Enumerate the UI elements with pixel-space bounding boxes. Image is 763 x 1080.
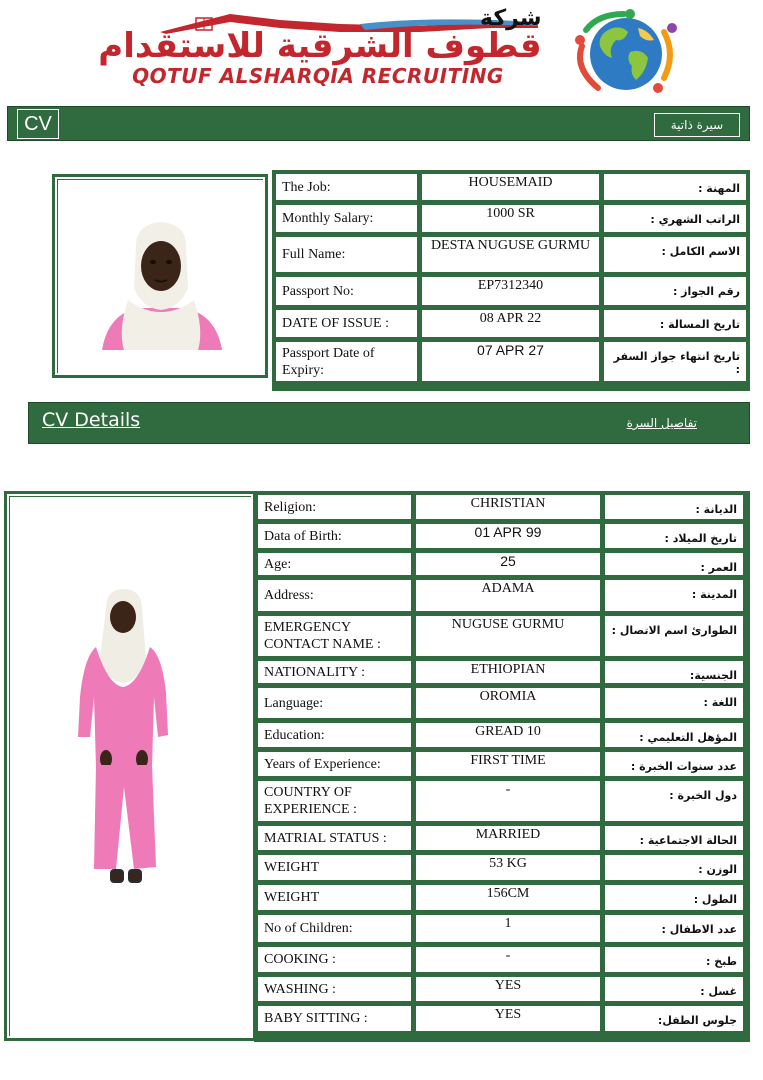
row-label-arabic: دول الخبرة : [604,780,744,822]
table-row [257,722,747,748]
row-label: Age: [257,552,412,576]
row-value: MARRIED [415,825,601,851]
row-label: WASHING : [257,976,412,1002]
table-row [257,552,747,576]
row-value: 156CM [415,884,601,911]
row-value: - [415,946,601,973]
row-label: DATE OF ISSUE : [275,309,418,338]
table-row [257,1005,747,1032]
row-label: Monthly Salary: [275,204,418,233]
row-value: 1 [415,914,601,943]
table-row [257,914,747,943]
row-value: 1000 SR [421,204,600,233]
table-row [257,780,747,822]
full-body-photo [10,497,252,1037]
row-label-arabic: تاريخ انتهاء جواز السفر : [603,341,747,382]
table-row [257,687,747,719]
table-row [275,204,747,233]
row-label-arabic: العمر : [604,552,744,576]
row-value: 01 APR 99 [415,523,601,549]
row-label: COOKING : [257,946,412,973]
row-label-arabic: تاريخ الميلاد : [604,523,744,549]
row-label-arabic: الديانة : [604,494,744,520]
row-label: Address: [257,579,412,612]
cv-details-table [254,491,750,1042]
table-row [257,854,747,881]
company-prefix-arabic: شركة [480,6,542,31]
row-label-arabic: المدينة : [604,579,744,612]
row-label-arabic: جلوس الطفل: [604,1005,744,1032]
row-label: Full Name: [275,236,418,273]
table-row [275,236,747,273]
row-label: Years of Experience: [257,751,412,777]
row-label-arabic: عدد سنوات الخبرة : [604,751,744,777]
row-value: ETHIOPIAN [415,660,601,684]
table-row [257,523,747,549]
cv-banner [7,106,750,141]
table-row [275,173,747,201]
row-label: WEIGHT [257,884,412,911]
row-value: YES [415,976,601,1002]
cv-details-title: CV Details [42,409,141,431]
row-label-arabic: غسل : [604,976,744,1002]
row-label: COUNTRY OF EXPERIENCE : [257,780,412,822]
row-label: NATIONALITY : [257,660,412,684]
table-row [257,825,747,851]
row-label: Passport Date of Expiry: [275,341,418,382]
row-value: 25 [415,552,601,576]
row-label: Education: [257,722,412,748]
company-logo [60,4,685,99]
table-row [257,660,747,684]
row-value: CHRISTIAN [415,494,601,520]
full-body-photo-frame [4,491,256,1041]
row-label-arabic: الطوارئ اسم الاتصال : [604,615,744,657]
cv-label: CV [17,109,59,139]
row-value: HOUSEMAID [421,173,600,201]
portrait-photo [58,180,264,374]
row-value: 08 APR 22 [421,309,600,338]
row-label: Language: [257,687,412,719]
row-label-arabic: رقم الجواز : [603,276,747,306]
row-label-arabic: الراتب الشهري : [603,204,747,233]
cv-label-arabic: سيرة ذاتية [654,113,740,137]
row-label: EMERGENCY CONTACT NAME : [257,615,412,657]
row-value: 53 KG [415,854,601,881]
row-value: GREAD 10 [415,722,601,748]
row-label-arabic: عدد الاطفال : [604,914,744,943]
row-label-arabic: المؤهل التعليمي : [604,722,744,748]
row-label-arabic: الحالة الاجتماعية : [604,825,744,851]
cv-details-title-arabic: تفاصيل السرة [626,416,697,430]
row-label: The Job: [275,173,418,201]
table-row [275,309,747,338]
row-value: YES [415,1005,601,1032]
company-name-latin: QOTUF ALSHARQIA RECRUITING [132,64,504,88]
row-value: DESTA NUGUSE GURMU [421,236,600,273]
table-row [257,976,747,1002]
row-value: NUGUSE GURMU [415,615,601,657]
table-row [257,494,747,520]
row-value: ADAMA [415,579,601,612]
row-label: BABY SITTING : [257,1005,412,1032]
table-row [257,884,747,911]
row-label-arabic: المهنة : [603,173,747,201]
table-row [257,946,747,973]
cv-details-banner [28,402,750,444]
row-label-arabic: اللغة : [604,687,744,719]
table-row [275,276,747,306]
passport-photo-frame [52,174,268,378]
row-value: OROMIA [415,687,601,719]
row-label: Passport No: [275,276,418,306]
row-label: MATRIAL STATUS : [257,825,412,851]
row-label: WEIGHT [257,854,412,881]
row-label-arabic: تاريخ المسالة : [603,309,747,338]
company-name-arabic: قطوف الشرقية للاستقدام [98,26,542,66]
row-value: EP7312340 [421,276,600,306]
row-value: 07 APR 27 [421,341,600,382]
row-label-arabic: طبخ : [604,946,744,973]
row-value: - [415,780,601,822]
row-label: No of Children: [257,914,412,943]
row-value: FIRST TIME [415,751,601,777]
table-row [275,341,747,382]
row-label-arabic: الجنسية: [604,660,744,684]
job-info-table [272,170,750,391]
row-label-arabic: الوزن : [604,854,744,881]
table-row [257,615,747,657]
table-row [257,751,747,777]
globe-icon [568,8,680,100]
row-label: Data of Birth: [257,523,412,549]
row-label-arabic: الطول : [604,884,744,911]
row-label: Religion: [257,494,412,520]
row-label-arabic: الاسم الكامل : [603,236,747,273]
table-row [257,579,747,612]
